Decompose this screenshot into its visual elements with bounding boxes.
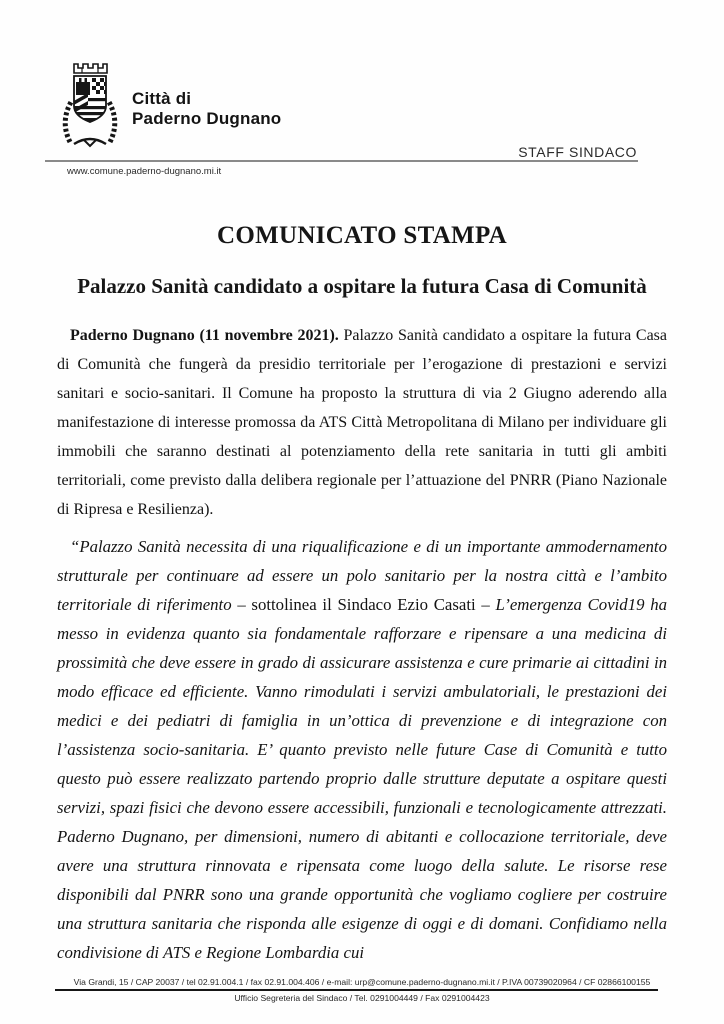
header-divider <box>45 160 638 162</box>
paragraph-intro <box>57 321 667 524</box>
intro-text: Palazzo Sanità candidato a ospitare la futura Casa di Comunità che fungerà da presidio territoriale per l’erogazione di prestazioni e servizi sanitari e socio-sanitari. Il Comune ha proposto la struttura di via 2 Giugno aderendo alla manifestazione di interesse promossa da ATS Città Metropolitana di Milano per individuare gli immobili che saranno destinati al potenziamento della rete sanitaria in tutti gli ambiti territoriali, come previsto dalla delibera regionale per l’attuazione del PNRR (Piano Nazionale di Ripresa e Resilienza). <box>57 327 667 518</box>
municipality-logo <box>58 60 281 150</box>
footer-divider <box>55 989 658 991</box>
footer-address-line: Via Grandi, 15 / CAP 20037 / tel 02.91.004.1 / fax 02.91.004.406 / e-mail: urp@comune.paderno-dugnano.mi.it / P.IVA 00739020964 / CF 02866100155 <box>73 977 651 987</box>
logo-line-2: Paderno Dugnano <box>132 109 282 128</box>
quote-part-2: L’emergenza Covid19 ha messo in evidenza quanto sia fondamentale rafforzare e ripensare a una medicina di prossimità che deve essere in grado di assicurare assistenza e cure primarie ai cittadini in modo efficace ed efficiente. Vanno rimodulati i servizi ambulatoriali, le prestazioni dei medici e dei pediatri di famiglia in un’ottica di prevenzione e di integrazione con l’assistenza socio-sanitaria. E’ quanto previsto nelle future Case di Comunità e tutto questo può essere realizzato partendo proprio dalle strutture deputate a ospitare questi servizi, spazi fisici che devono essere accessibili, funzionali e tecnologicamente attrezzati. Paderno Dugnano, per dimensioni, numero di abitanti e collocazione territoriale, deve avere una struttura rinnovata e ripensata come luogo della salute. Le risorse rese disponibili dal PNRR sono una grande opportunità che vogliamo cogliere per costruire una struttura sanitaria che risponda alle esigenze di oggi e di domani. Confidiamo nella condivisione di ATS e Regione Lombardia cui <box>57 595 667 962</box>
website-url: www.comune.paderno-dugnano.mi.it <box>67 166 222 177</box>
document-title: COMUNICATO STAMPA <box>216 222 508 249</box>
quote-attribution: – sottolinea il Sindaco Ezio Casati – <box>231 595 496 614</box>
quote-part-1: “Palazzo Sanità necessita di una riqualificazione e di un importante ammodernamento strutturale per continuare ad essere un polo sanitario per la nostra città e l’ambito territoriale di riferimento <box>57 537 667 614</box>
logo-text <box>132 89 281 129</box>
coat-of-arms-icon <box>58 60 122 150</box>
document-subtitle: Palazzo Sanità candidato a ospitare la futura Casa di Comunità <box>77 274 647 298</box>
paragraph-mayor-quote <box>57 532 667 967</box>
dateline: Paderno Dugnano (11 novembre 2021). <box>70 327 339 344</box>
logo-line-1: Città di <box>132 89 192 108</box>
document-body <box>57 210 667 967</box>
department-label: STAFF SINDACO <box>518 144 637 160</box>
footer-office-line: Ufficio Segreteria del Sindaco / Tel. 0291004449 / Fax 0291004423 <box>234 993 490 1003</box>
